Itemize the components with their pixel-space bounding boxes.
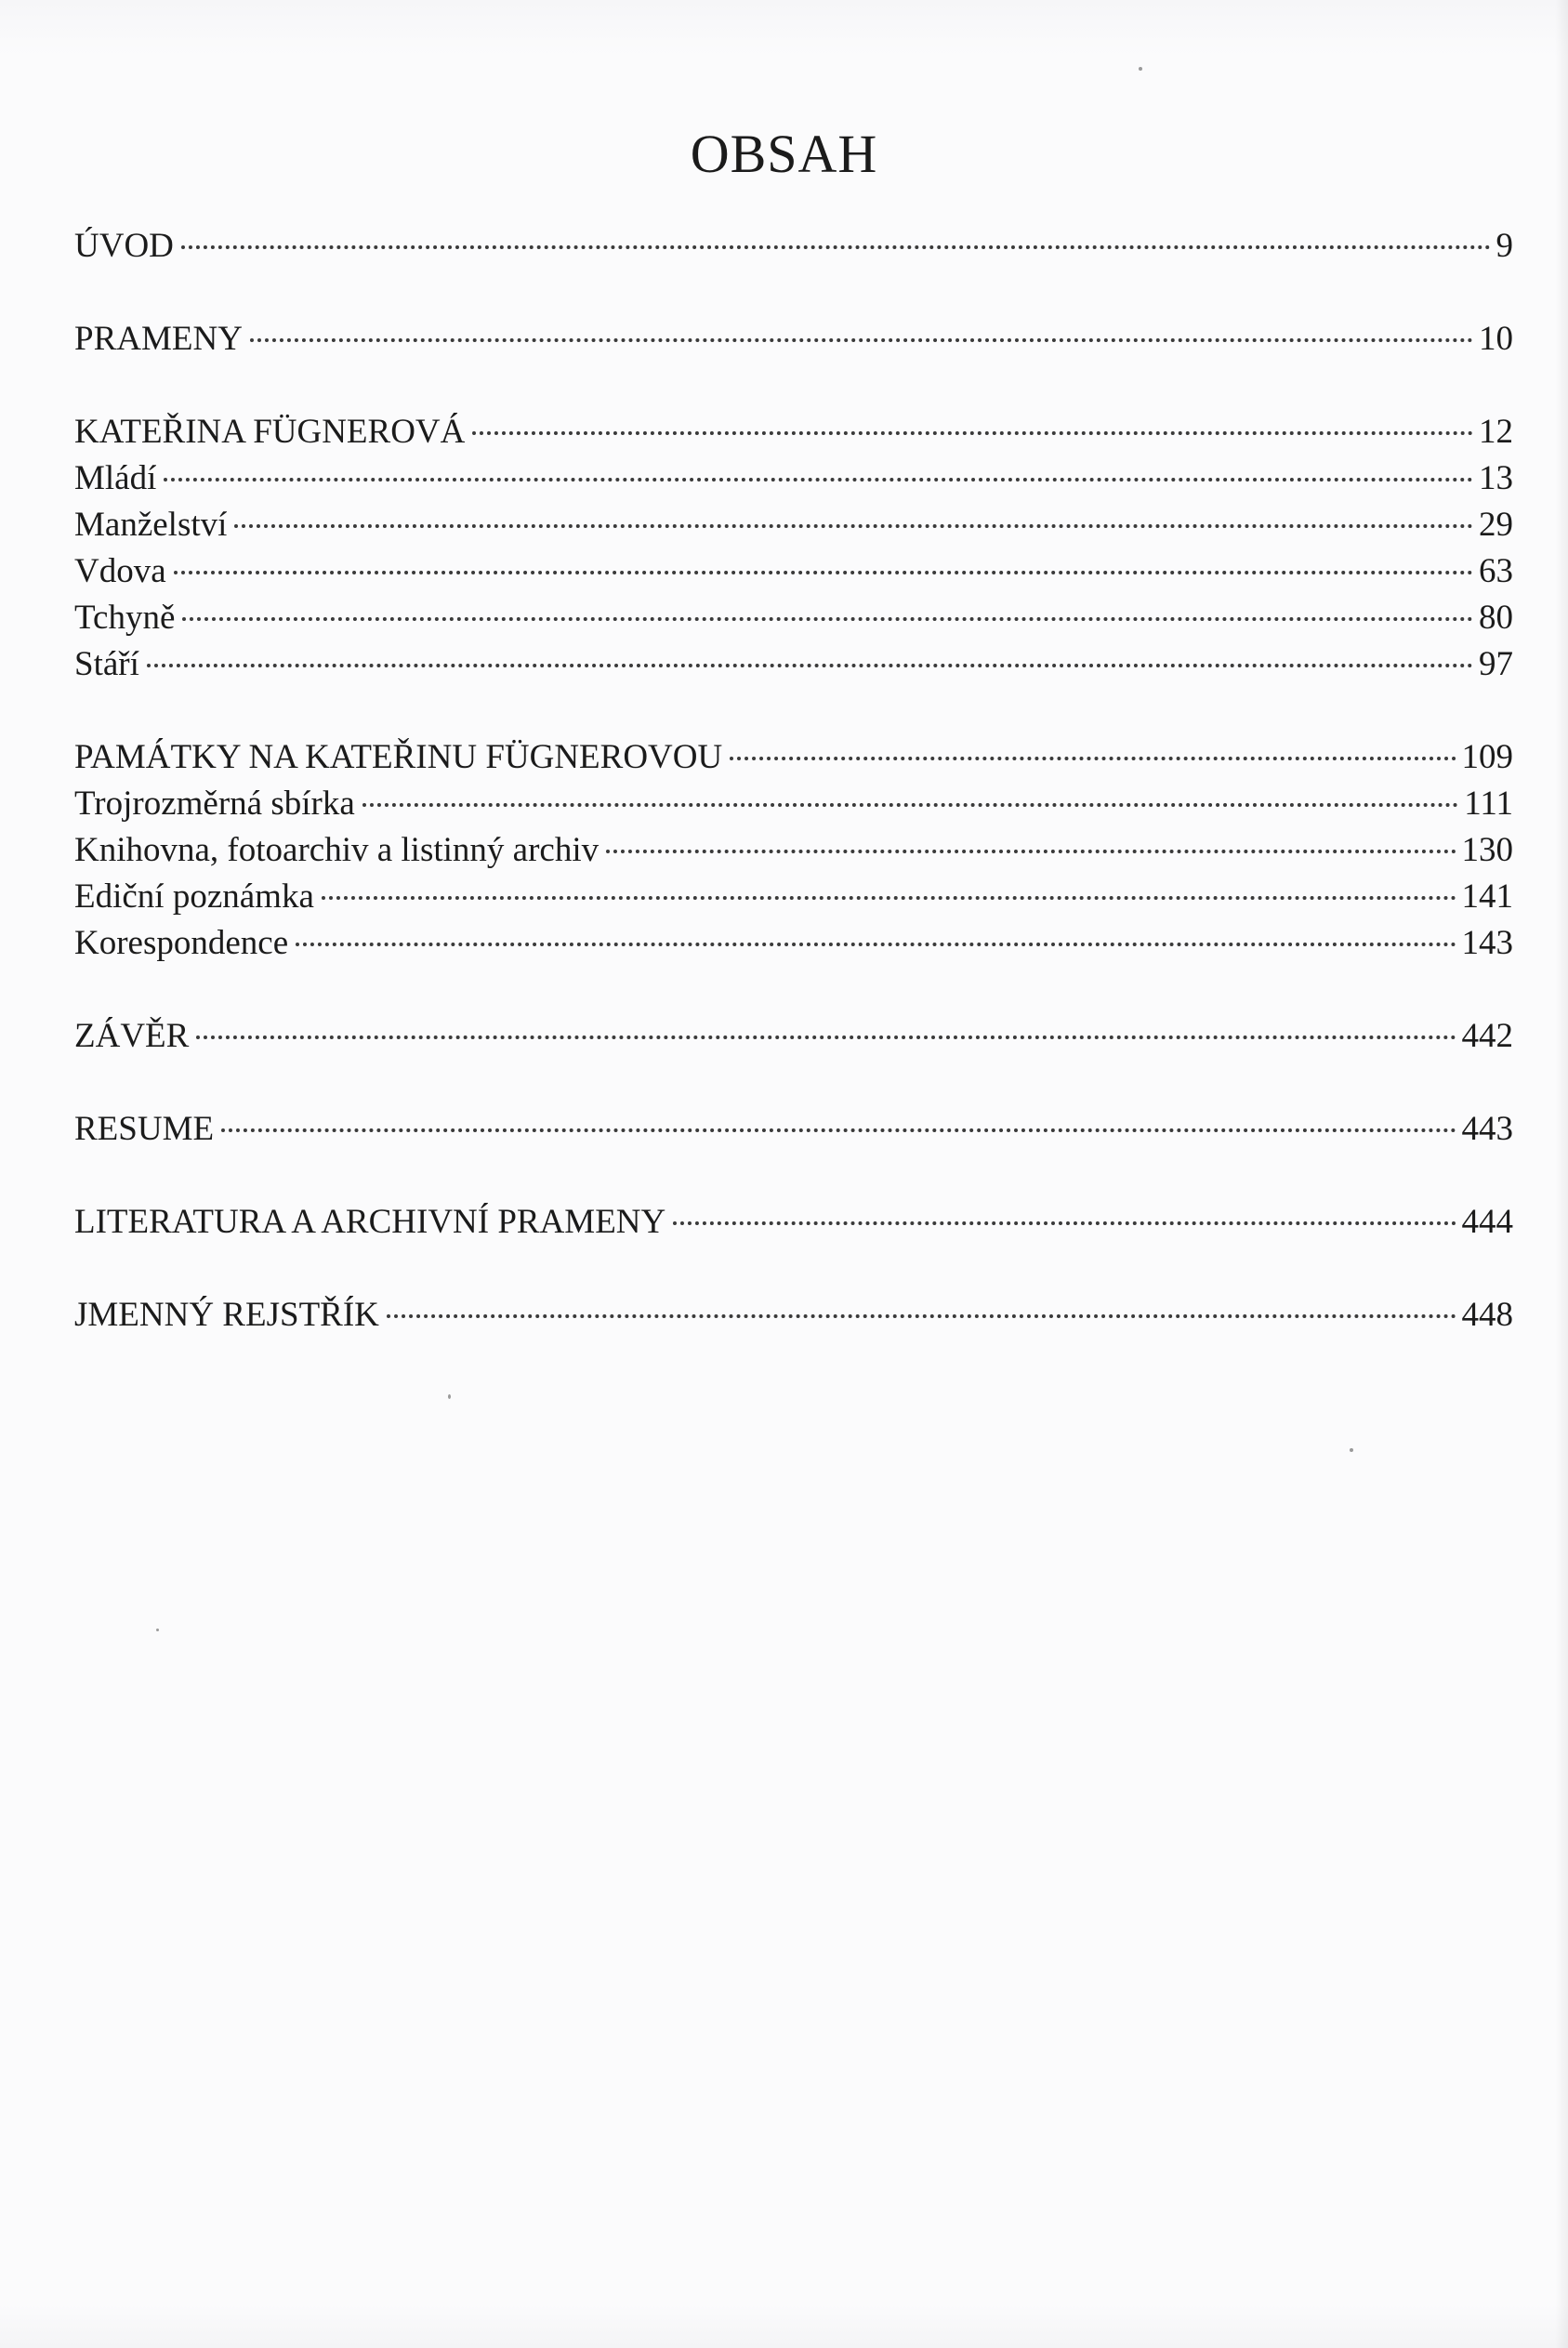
toc-entry [74,1013,1513,1060]
dot-leader [234,524,1473,528]
dot-leader [164,478,1473,481]
paper-speck [448,1394,451,1399]
dot-leader [322,896,1456,900]
toc-entry-page: 9 [1496,227,1513,265]
toc-entry-page: 111 [1464,785,1513,823]
page-edge-shadow [1555,0,1568,2348]
toc-entry-page: 143 [1461,924,1513,962]
toc-entry [74,1292,1513,1339]
toc-entry-page: 63 [1479,552,1513,590]
toc-entry-label: Ediční poznámka [74,877,314,916]
toc-entry [74,223,1513,270]
dot-leader [147,664,1473,667]
toc-entry [74,827,1513,874]
toc-entry [74,595,1513,641]
toc-entry-label: Knihovna, fotoarchiv a listinný archiv [74,831,600,869]
toc-entry [74,874,1513,920]
dot-leader [250,338,1473,342]
dot-leader [673,1221,1456,1225]
table-of-contents [74,223,1513,1339]
dot-leader [730,757,1456,760]
paper-speck [1350,1448,1353,1452]
dot-leader [196,1035,1456,1039]
toc-entry-label: Manželství [74,506,228,544]
toc-entry-label: LITERATURA A ARCHIVNÍ PRAMENY [74,1203,666,1241]
toc-entry [74,455,1513,502]
toc-entry [74,409,1513,455]
paper-speck [156,1629,159,1631]
dot-leader [387,1314,1456,1318]
toc-entry-label: PRAMENY [74,320,243,358]
toc-entry-label: Stáří [74,645,139,683]
dot-leader [174,571,1473,574]
dot-leader [182,617,1473,621]
toc-entry-label: Mládí [74,459,157,497]
dot-leader [181,245,1491,249]
toc-entry-page: 97 [1479,645,1513,683]
dot-leader [221,1128,1456,1132]
dot-leader [606,850,1456,853]
toc-entry-label: Tchyně [74,599,176,637]
toc-entry-page: 10 [1479,320,1513,358]
toc-entry-page: 109 [1461,738,1513,776]
page-title: OBSAH [690,124,878,184]
toc-entry-label: ZÁVĚR [74,1017,190,1055]
toc-entry-label: Korespondence [74,924,289,962]
toc-entry-page: 12 [1479,413,1513,451]
toc-entry-label: RESUME [74,1110,215,1148]
toc-entry [74,641,1513,688]
toc-entry [74,502,1513,548]
toc-entry [74,316,1513,363]
toc-entry-page: 448 [1461,1296,1513,1334]
dot-leader [472,431,1473,435]
toc-entry-label: KATEŘINA FÜGNEROVÁ [74,413,466,451]
toc-entry-page: 444 [1461,1203,1513,1241]
toc-entry-page: 13 [1479,459,1513,497]
toc-entry [74,920,1513,967]
toc-entry [74,734,1513,781]
toc-entry-label: PAMÁTKY NA KATEŘINU FÜGNEROVOU [74,738,723,776]
dot-leader [362,803,1458,807]
toc-entry-page: 80 [1479,599,1513,637]
toc-entry-page: 130 [1461,831,1513,869]
toc-entry [74,781,1513,827]
toc-entry [74,1199,1513,1246]
toc-entry-page: 141 [1461,877,1513,916]
toc-entry-label: JMENNÝ REJSTŘÍK [74,1296,379,1334]
toc-entry-label: Trojrozměrná sbírka [74,785,355,823]
toc-entry-label: Vdova [74,552,166,590]
toc-entry-page: 29 [1479,506,1513,544]
dot-leader [296,943,1456,946]
paper-speck [1139,67,1142,71]
toc-entry-page: 442 [1461,1017,1513,1055]
toc-entry-page: 443 [1461,1110,1513,1148]
toc-entry-label: ÚVOD [74,227,174,265]
toc-entry [74,1106,1513,1153]
toc-entry [74,548,1513,595]
